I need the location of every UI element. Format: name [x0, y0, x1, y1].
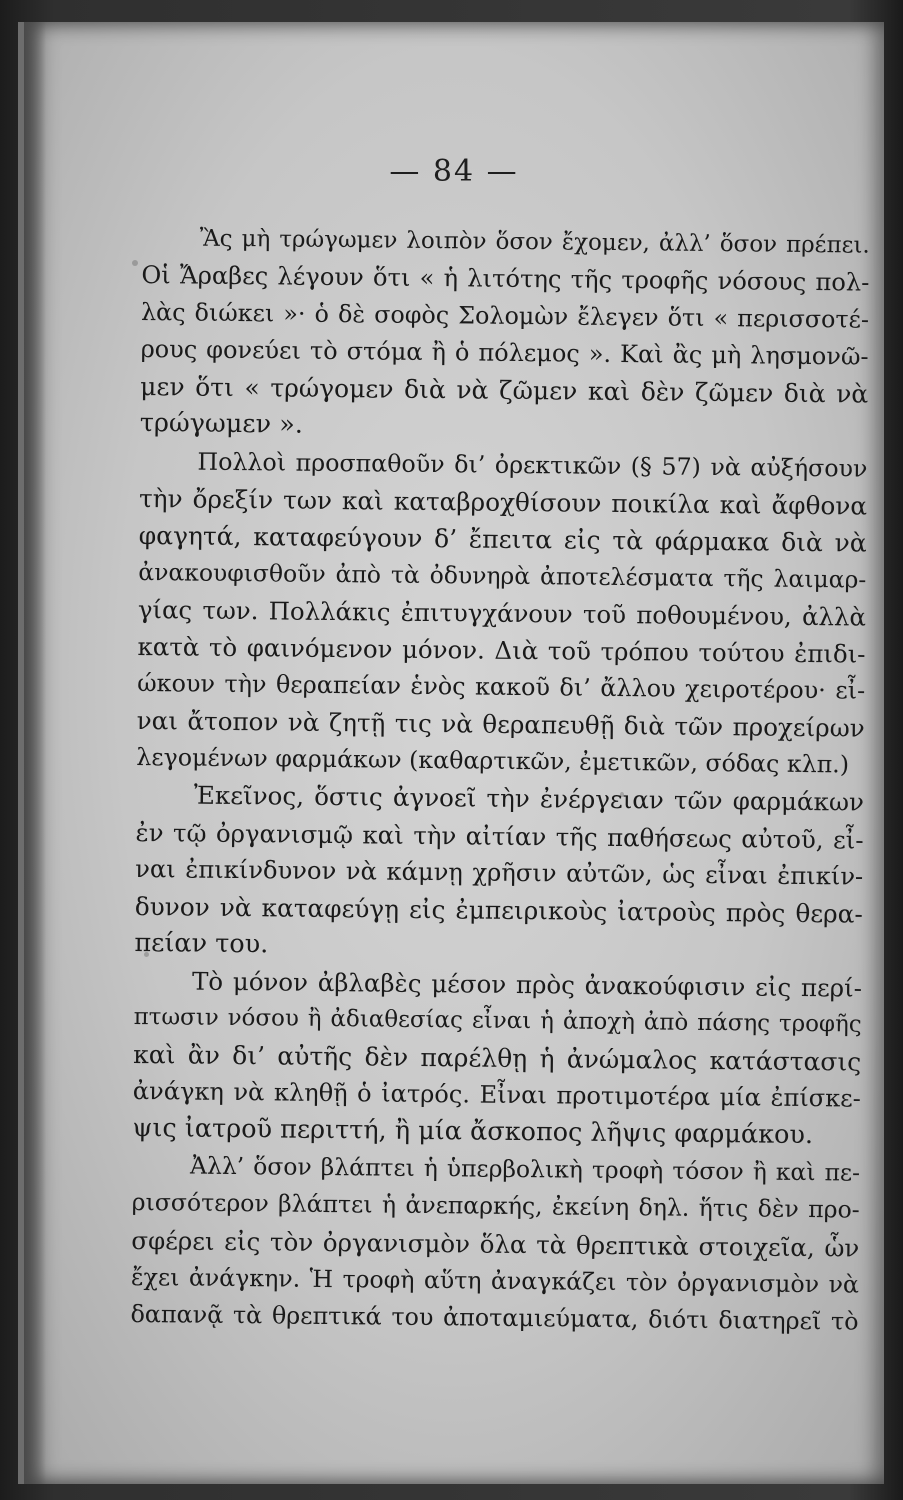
text-line: δυνον νὰ καταφεύγῃ εἰς ἐμπειρικοὺς ἰατροὺς πρὸς θερα- — [134, 891, 863, 929]
text-line: ἔχει ἀνάγκην. Ἡ τροφὴ αὕτη ἀναγκάζει τὸν ὀργανισμὸν νὰ — [130, 1262, 860, 1299]
text-line: Οἱ Ἄραβες λέγουν ὅτι « ἡ λιτότης τῆς τροφῆς νόσους πολ- — [141, 261, 870, 297]
text-line: καὶ ἂν δι’ αὐτῆς δὲν παρέλθῃ ἡ ἀνώμαλος κατάστασις — [133, 1040, 862, 1077]
text-line: ρους φονεύει τὸ στόμα ἢ ὁ πόλεμος ». Καὶ ἂς μὴ λησμονῶ- — [140, 335, 869, 371]
text-line: φαγητά, καταφεύγουν δ’ ἔπειτα εἰς τὰ φάρμακα διὰ νὰ — [138, 520, 867, 558]
text-line: γίας των. Πολλάκις ἐπιτυγχάνουν τοῦ ποθουμένου, ἀλλὰ — [137, 594, 867, 632]
text-line: πτωσιν νόσου ἢ ἀδιαθεσίας εἶναι ἡ ἀποχὴ ἀπὸ πάσης τροφῆς — [133, 1003, 862, 1038]
text-line: ναι ἐπικίνδυνον νὰ κάμνῃ χρῆσιν αὐτῶν, ὡς εἶναι ἐπικίν- — [135, 854, 864, 891]
text-line: πείαν του. — [134, 927, 269, 960]
text-line: ναι ἄτοπον νὰ ζητῇ τις νὰ θεραπευθῇ διὰ τῶν προχείρων — [136, 706, 865, 743]
text-line: λὰς διώκει »· ὁ δὲ σοφὸς Σολομὼν ἔλεγεν ὅτι « περισσοτέ- — [140, 298, 870, 334]
text-line: τρώγωμεν ». — [139, 408, 304, 441]
text-line: Ἀλλ’ ὅσον βλάπτει ἡ ὑπερβολικὴ τροφὴ τόσον ἢ καὶ πε- — [189, 1151, 861, 1187]
paragraph — [140, 220, 870, 450]
paper-blemish — [620, 792, 624, 797]
text-line: ρισσότερον βλάπτει ἡ ἀνεπαρκής, ἐκείνη δηλ. ἥτις δὲν προ- — [131, 1188, 860, 1225]
text-line: λεγομένων φαρμάκων (καθαρτικῶν, ἐμετικῶν, σόδας κλπ.) — [136, 743, 850, 779]
page-number: — 84 — — [389, 154, 519, 189]
text-line: Ἂς μὴ τρώγωμεν λοιπὸν ὅσον ἔχομεν, ἀλλ’ ὅσον πρέπει. — [199, 225, 870, 259]
body-text — [130, 220, 870, 1340]
text-line: Ἐκεῖνος, ὅστις ἀγνοεῖ τὴν ἐνέργειαν τῶν φαρμάκων — [193, 780, 865, 817]
text-line: ψις ἰατροῦ περιττή, ἢ μία ἄσκοπος λῆψις φαρμάκου. — [132, 1113, 814, 1151]
text-line: ἐν τῷ ὀργανισμῷ καὶ τὴν αἰτίαν τῆς παθήσεως αὐτοῦ, εἶ- — [135, 817, 864, 855]
paper-blemish — [132, 260, 138, 266]
text-line: ἀνακουφισθοῦν ἀπὸ τὰ ὀδυνηρὰ ἀποτελέσματα τῆς λαιμαρ- — [138, 557, 867, 594]
text-line: ώκουν τὴν θεραπείαν ἑνὸς κακοῦ δι’ ἄλλου χειροτέρου· εἶ- — [137, 669, 866, 705]
paper-blemish — [144, 952, 149, 957]
paragraph — [134, 776, 864, 969]
text-line: μεν ὅτι « τρώγομεν διὰ νὰ ζῶμεν καὶ δὲν ζῶμεν διὰ νὰ — [140, 372, 869, 409]
text-line: σφέρει εἰς τὸν ὀργανισμὸν ὅλα τὰ θρεπτικὰ στοιχεῖα, ὧν — [131, 1225, 860, 1263]
text-line: κατὰ τὸ φαινόμενον μόνον. Διὰ τοῦ τρόπου τούτου ἐπιδι- — [137, 632, 866, 669]
paragraph — [130, 1147, 860, 1340]
text-line: ἀνάγκη νὰ κληθῇ ὁ ἰατρός. Εἶναι προτιμοτέρα μία ἐπίσκε- — [132, 1077, 861, 1113]
paragraph — [136, 443, 867, 784]
book-page — [18, 22, 884, 1484]
text-line: δαπανᾷ τὰ θρεπτικά του ἀποταμιεύματα, διότι διατηρεῖ τὸ — [130, 1299, 859, 1336]
text-line: τὴν ὄρεξίν των καὶ καταβροχθίσουν ποικίλα καὶ ἄφθονα — [138, 483, 868, 521]
text-line: Τὸ μόνον ἀβλαβὲς μέσον πρὸς ἀνακούφισιν εἰς περί- — [191, 966, 863, 1003]
text-line: Πολλοὶ προσπαθοῦν δι’ ὀρεκτικῶν (§ 57) νὰ αὐξήσουν — [197, 447, 868, 483]
page-binding-edge — [24, 22, 46, 1484]
paragraph — [132, 962, 862, 1155]
